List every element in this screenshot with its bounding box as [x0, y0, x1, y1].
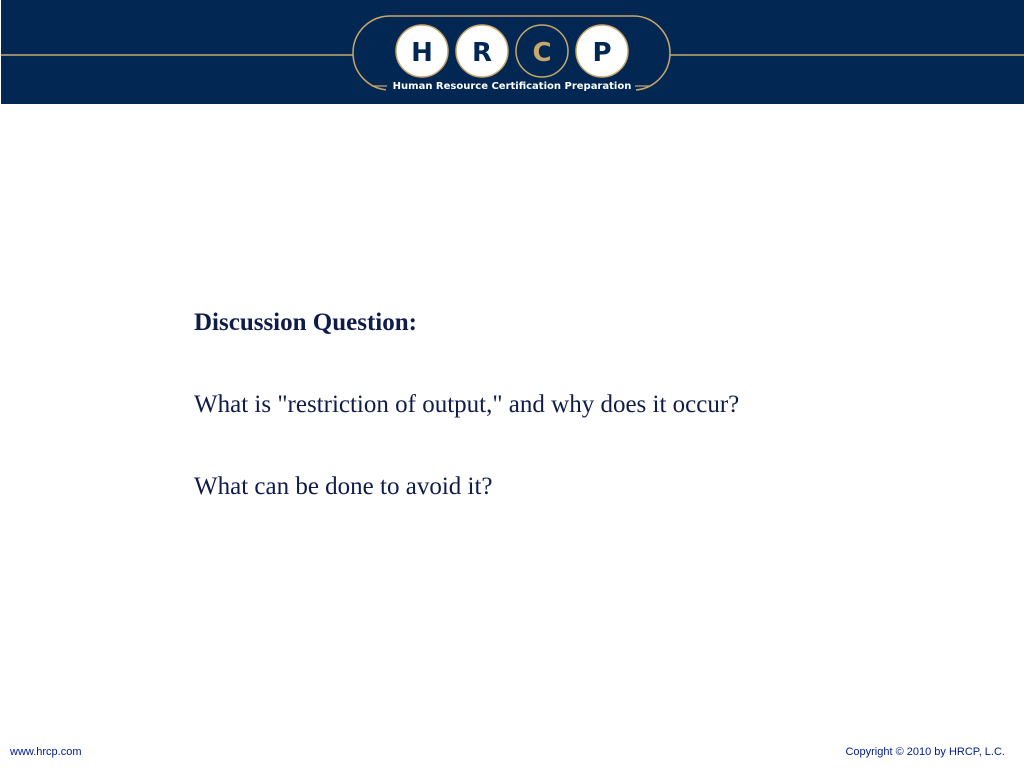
logo-letter-h: H: [411, 38, 433, 68]
discussion-question-2: What can be done to avoid it?: [194, 473, 493, 500]
footer-website: www.hrcp.com: [10, 746, 82, 758]
discussion-question-1: What is "restriction of output," and why does it occur?: [194, 391, 740, 418]
logo-letter-p: P: [592, 38, 612, 68]
hrcp-logo: [1, 0, 1024, 104]
discussion-content: [194, 306, 954, 504]
footer-copyright: Copyright © 2010 by HRCP, L.C.: [845, 746, 1005, 758]
discussion-heading: Discussion Question:: [194, 309, 417, 336]
logo-letter-r: R: [471, 38, 493, 68]
header-banner: [1, 0, 1024, 104]
logo-tagline: Human Resource Certification Preparation: [392, 81, 632, 92]
logo-letter-c: C: [532, 38, 552, 68]
